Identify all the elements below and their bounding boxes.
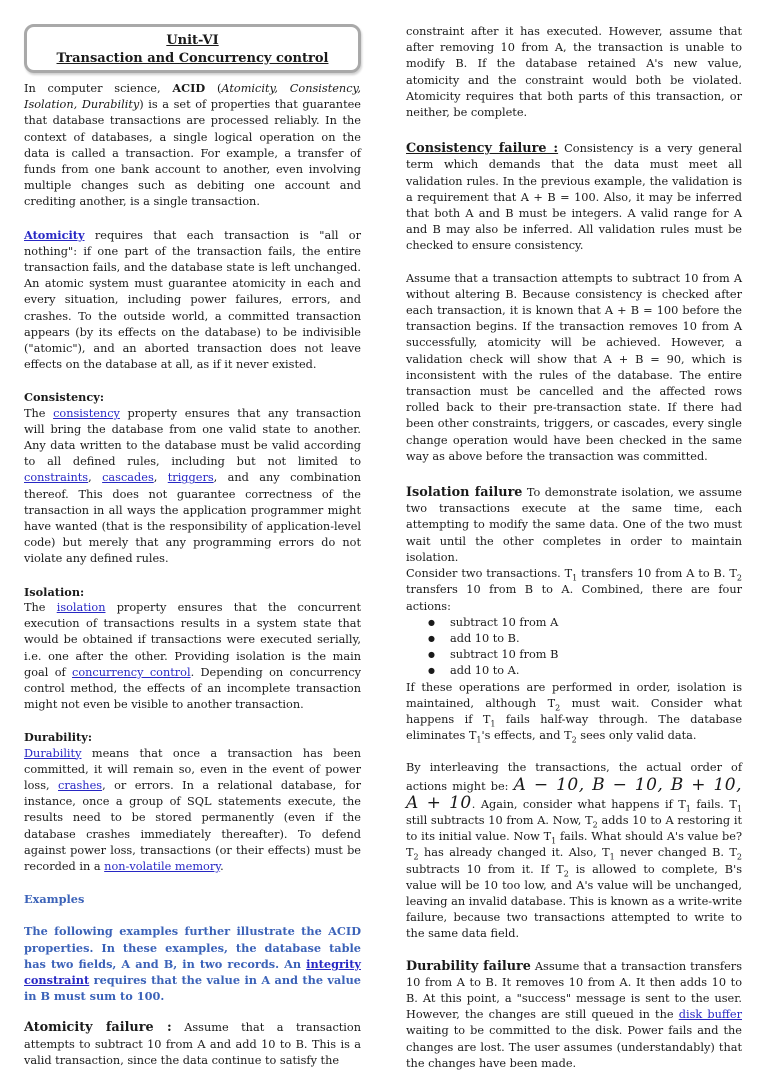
- consistency-failure-example: Assume that a transaction attempts to subtract 10 from A without altering B. Because consistency is checked after each transaction, it is known that A + B = 100 before the transaction begins. If the transaction removes 10 from A successfully, atomicity will be achieved. However, a validation check will show that A + B = 90, which is inconsistent with the rules of the database. The entire transaction must be cancelled and the affected rows rolled back to their pre-transaction state. If there had been other constraints, triggers, or cascades, every single change operation would have been checked in the same way as above before the transaction was committed.: [406, 271, 742, 463]
- cascades-link[interactable]: cascades: [102, 471, 154, 485]
- non-volatile-memory-link[interactable]: non-volatile memory: [104, 859, 221, 873]
- unit-title: Unit-VI: [166, 33, 219, 48]
- list-item: ● add 10 to A.: [450, 663, 742, 679]
- left-column: [24, 0, 361, 1069]
- intro-paragraph: In computer science, ACID (Atomicity, Consistency, Isolation, Durability) is a set of properties that guarantee that database transactions are processed reliably. In the context of databases, a single logical operation on the data is called a transaction. For example, a transfer of funds from one bank account to another, even involving multiple changes such as debiting one account and crediting another, is a single transaction.: [24, 81, 361, 209]
- isolation-heading: Isolation:: [24, 584, 85, 599]
- actions-list: [406, 615, 742, 680]
- concurrency-control-link[interactable]: concurrency control: [72, 665, 191, 679]
- consistency-paragraph: The consistency property ensures that any transaction will bring the database from one valid state to another. Any data written to the database must be valid according to all defined rules, including but not limited to constraints, cascades, triggers, and any combination thereof. This does not guarantee correctness of the transaction in all ways the application programmer might have wanted (that is the responsibility of application-level code) but merely that any programming errors do not violate any defined rules.: [24, 406, 361, 566]
- constraints-link[interactable]: constraints: [24, 471, 89, 485]
- atomicity-failure-continued: constraint after it has executed. However, assume that after removing 10 from A, the transaction is unable to modify B. If the database retained A's new value, atomicity and the constraint would both be violated. Atomicity requires that both parts of this transaction, or neither, be complete.: [406, 25, 742, 120]
- durability-failure-heading: Durability failure: [406, 958, 531, 974]
- consistency-failure-heading: Consistency failure :: [406, 141, 559, 157]
- atomicity-paragraph: Atomicity requires that each transaction is "all or nothing": if one part of the transaction fails, the entire transaction fails, and the database state is left unchanged. An atomic system must guarantee atomicity in each and every situation, including power failures, errors, and crashes. To the outside world, a committed transaction appears (by its effects on the database) to be indivisible ("atomic"), and an aborted transaction does not leave effects on the database at all, as if it never existed.: [24, 227, 361, 372]
- list-item: ● add 10 to B.: [450, 631, 742, 647]
- crashes-link[interactable]: crashes: [58, 778, 103, 792]
- integrity-constraint-link[interactable]: integrity constraint: [24, 956, 361, 987]
- disk-buffer-link[interactable]: disk buffer: [678, 1008, 743, 1022]
- durability-failure-paragraph: Durability failure Assume that a transaction transfers 10 from A to B. It removes 10 from A. It then adds 10 to B. At this point, a "success" message is sent to the user. However, the changes are still queued in the disk buffer waiting to be committed to the disk. Power fails and the changes are lost. The user assumes (understandably) that the changes have been made.: [406, 958, 743, 1070]
- consistency-failure-paragraph: Consistency failure : Consistency is a very general term which demands that the data must meet all validation rules. In the previous example, the validation is a requirement that A + B = 100. Also, it may be inferred that both A and B must be integers. A valid range for A and B may also be inferred. All validation rules must be checked to ensure consistency.: [406, 141, 742, 253]
- interleaving-formula: A − 10, B − 10, B + 10, A + 10: [406, 774, 742, 813]
- subject-title: Transaction and Concurrency control: [56, 50, 329, 66]
- consistency-heading: Consistency:: [24, 390, 104, 405]
- isolation-paragraph: The isolation property ensures that the concurrent execution of transactions results in a system state that would be obtained if transactions were executed serially, i.e. one after the other. Providing isolation is the main goal of concurrency control. Depending on concurrency control method, the effects of an incomplete transaction might not even be visible to another transaction.: [24, 600, 361, 712]
- isolation-two-transactions: Consider two transactions. $T_1$ transfers 10 from A to B. $T_2$ transfers 10 from B to A. Combined, there are four actions:: [406, 567, 742, 613]
- isolation-failure-paragraph: Isolation failure To demonstrate isolation, we assume two transactions execute at the same time, each attempting to modify the same data. One of the two must wait until the other completes in order to maintain isolation.: [406, 485, 742, 564]
- isolation-link[interactable]: isolation: [56, 600, 106, 614]
- examples-paragraph: The following examples further illustrate the ACID properties. In these examples, the database table has two fields, A and B, in two records. An integrity constraint requires that the value in A and the value in B must sum to 100.: [24, 924, 361, 1004]
- atomicity-failure-heading: Atomicity failure :: [24, 1020, 172, 1036]
- list-item: ● subtract 10 from A: [450, 615, 742, 631]
- acid-term: ACID: [172, 81, 206, 95]
- triggers-link[interactable]: triggers: [167, 471, 214, 485]
- title-box: [24, 24, 361, 73]
- durability-link[interactable]: Durability: [24, 746, 82, 760]
- list-item: ● subtract 10 from B: [450, 647, 742, 663]
- isolation-failure-heading: Isolation failure: [406, 485, 523, 501]
- right-column: [406, 24, 742, 1072]
- durability-paragraph: Durability means that once a transaction has been committed, it will remain so, even in the event of power loss, crashes, or errors. In a relational database, for instance, once a group of SQL statements execute, the results need to be stored permanently (even if the database crashes immediately thereafter). To defend against power loss, transactions (or their effects) must be recorded in a non-volatile memory.: [24, 746, 362, 873]
- atomicity-failure-paragraph: Atomicity failure : Assume that a transaction attempts to subtract 10 from A and add 10 to B. This is a valid transaction, since the data continue to satisfy the: [24, 1020, 361, 1067]
- examples-heading: Examples: [24, 892, 85, 907]
- isolation-order-paragraph: If these operations are performed in order, isolation is maintained, although $T_2$ must wait. Consider what happens if $T_1$ fails half-way through. The database eliminates $T_1's$ effects, and $T_2$ sees only valid data.: [406, 680, 742, 745]
- atomicity-link[interactable]: Atomicity: [24, 227, 85, 242]
- durability-heading: Durability:: [24, 730, 93, 745]
- interleaving-paragraph: By interleaving the transactions, the actual order of actions might be: A − 10, B − 10, B + 10, A + 10. Again, consider what happens if $T_1$ fails. $T_1$ still subtracts 10 from A. Now, $T_2$ adds 10 to A restoring it to its initial value. Now $T_1$ fails. What should A's value be? $T_2$ has already changed it. Also, $T_1$ never changed B. $T_2$ subtracts 10 from it. If $T_2$ is allowed to complete, B's value will be 10 too low, and A's value will be unchanged, leaving an invalid database. This is known as a write-write failure, because two transactions attempted to write to the same data field.: [406, 761, 743, 941]
- consistency-link[interactable]: consistency: [53, 406, 120, 420]
